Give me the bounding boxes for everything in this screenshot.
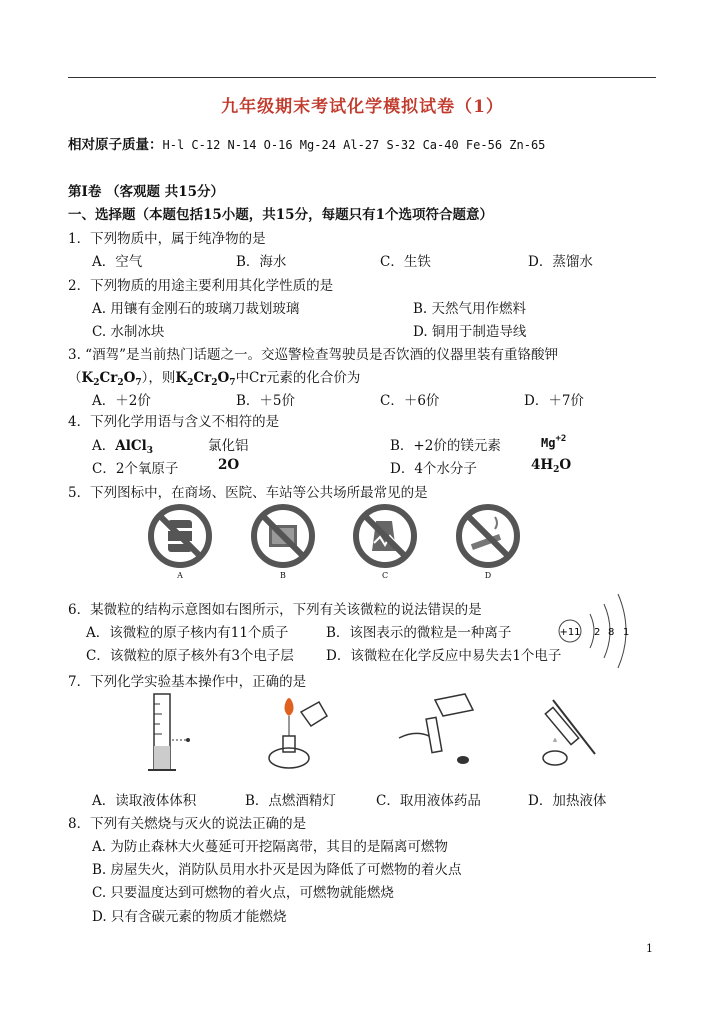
q6-stem: 6．某微粒的结构示意图如右图所示，下列有关该微粒的说法错误的是 [68,602,482,618]
q1-option-a: A．空气 [92,254,143,270]
no-smoking-icon [455,503,521,569]
q3-line2 [68,366,360,388]
no-matches-icon [250,503,316,569]
q4-stem: 4．下列化学用语与含义不相符的是 [68,414,280,430]
q7-option-d: D．加热液体 [528,793,607,809]
graduated-cylinder-illustration [138,690,198,778]
q7-option-b: B．点燃酒精灯 [245,793,336,809]
q6-option-c: C．该微粒的原子核外有3个电子层 [86,648,294,664]
q1-option-c: C．生铁 [380,254,431,270]
atomic-mass-label: 相对原子质量： [68,137,163,153]
q7-option-a: A．读取液体体积 [92,793,197,809]
q5-label-a: A [177,571,183,580]
header-rule [68,77,656,78]
shell-1-count: 2 [594,627,601,638]
pouring-liquid-illustration [395,690,483,776]
nucleus-label: +11 [559,627,581,638]
q5-sign-d [455,503,521,583]
q2-option-b: B. 天然气用作燃料 [413,301,527,317]
q5-label-d: D [484,571,492,580]
q4-b-formula: $Mg^{+2}$ [541,434,567,450]
page-title: 九年级期末考试化学模拟试卷（1） [221,97,504,117]
q3-mid-text: ），则 [141,370,176,386]
atomic-mass-line [68,133,545,153]
section-heading: 第Ⅰ卷 （客观题 共15分） [68,184,225,200]
q6-option-a: A．该微粒的原子核内有11个质子 [86,625,289,641]
q5-label-b: B [280,571,286,580]
q3-option-c: C．＋6价 [380,393,440,409]
q5-sign-a [147,503,213,583]
q7-option-c: C．取用液体药品 [376,793,481,809]
no-fireworks-icon [352,503,418,569]
q2-option-c: C. 水制冰块 [92,324,165,340]
shell-3-count: 1 [623,627,630,638]
q6-option-b: B．该图表示的微粒是一种离子 [326,625,512,641]
heating-liquid-illustration [533,692,607,772]
q4-d-formula: $4H_2O$ [531,457,572,475]
q2-stem: 2．下列物质的用途主要利用其化学性质的是 [68,278,334,294]
q4-option-c: C．2个氧原子 [92,461,179,477]
part1-heading: 一、选择题（本题包括15小题，共15分，每题只有1个选项符合题意） [68,207,493,223]
q2-option-a: A. 用镶有金刚石的玻璃刀裁划玻璃 [92,301,300,317]
atom-structure-diagram [556,590,636,672]
q1-stem: 1．下列物质中，属于纯净物的是 [68,231,266,247]
q4-option-d: D．4个水分子 [390,461,477,477]
q8-stem: 8．下列有关燃烧与灭火的说法正确的是 [68,816,307,832]
q3-option-d: D．＋7价 [524,393,584,409]
formula-k2cr2o7: $K_2Cr_2O_7$ [81,370,142,388]
q5-sign-b [250,503,316,583]
q4-option-b: B．+2价的镁元素 [390,438,501,454]
q1-option-b: B．海水 [236,254,287,270]
q4-c-formula: 2O [218,457,240,473]
atomic-mass-values: H-l C-12 N-14 O-16 Mg-24 Al-27 S-32 Ca-40 Fe-56 Zn-65 [162,138,546,152]
q2-option-d: D. 铜用于制造导线 [413,324,527,340]
q5-sign-c [352,503,418,583]
formula-k2cr2o7-2: $K_2Cr_2O_7$ [175,370,236,388]
q4-a-meaning: 氯化铝 [208,438,249,454]
q3-option-a: A．＋2价 [92,393,151,409]
q4-option-a: A．AlCl$_3$ [92,438,153,456]
q8-option-b: B. 房屋失火，消防队员用水扑灭是因为降低了可燃物的着火点 [92,862,462,878]
q5-label-c: C [381,571,389,580]
q8-option-a: A. 为防止森林大火蔓延可开挖隔离带，其目的是隔离可燃物 [92,839,448,855]
q8-option-d: D. 只有含碳元素的物质才能燃烧 [92,909,287,925]
q8-option-c: C. 只要温度达到可燃物的着火点，可燃物就能燃烧 [92,885,394,901]
q7-stem: 7．下列化学实验基本操作中，正确的是 [68,674,307,690]
no-oil-drum-icon [147,503,213,569]
q3-post-text: 中Cr元素的化合价为 [235,370,361,386]
page-number: 1 [646,942,653,955]
shell-2-count: 8 [608,627,615,638]
q3-option-b: B．＋5价 [236,393,296,409]
q3-paren-open: （ [68,370,82,386]
q6-option-d: D．该微粒在化学反应中易失去1个电子 [326,648,562,664]
alcohol-lamp-lighting-illustration [255,692,335,776]
q5-stem: 5．下列图标中，在商场、医院、车站等公共场所最常见的是 [68,485,428,501]
q3-line1: 3. “酒驾”是当前热门话题之一。交巡警检查驾驶员是否饮酒的仪器里装有重铬酸钾 [68,347,558,363]
q1-option-d: D．蒸馏水 [528,254,593,270]
